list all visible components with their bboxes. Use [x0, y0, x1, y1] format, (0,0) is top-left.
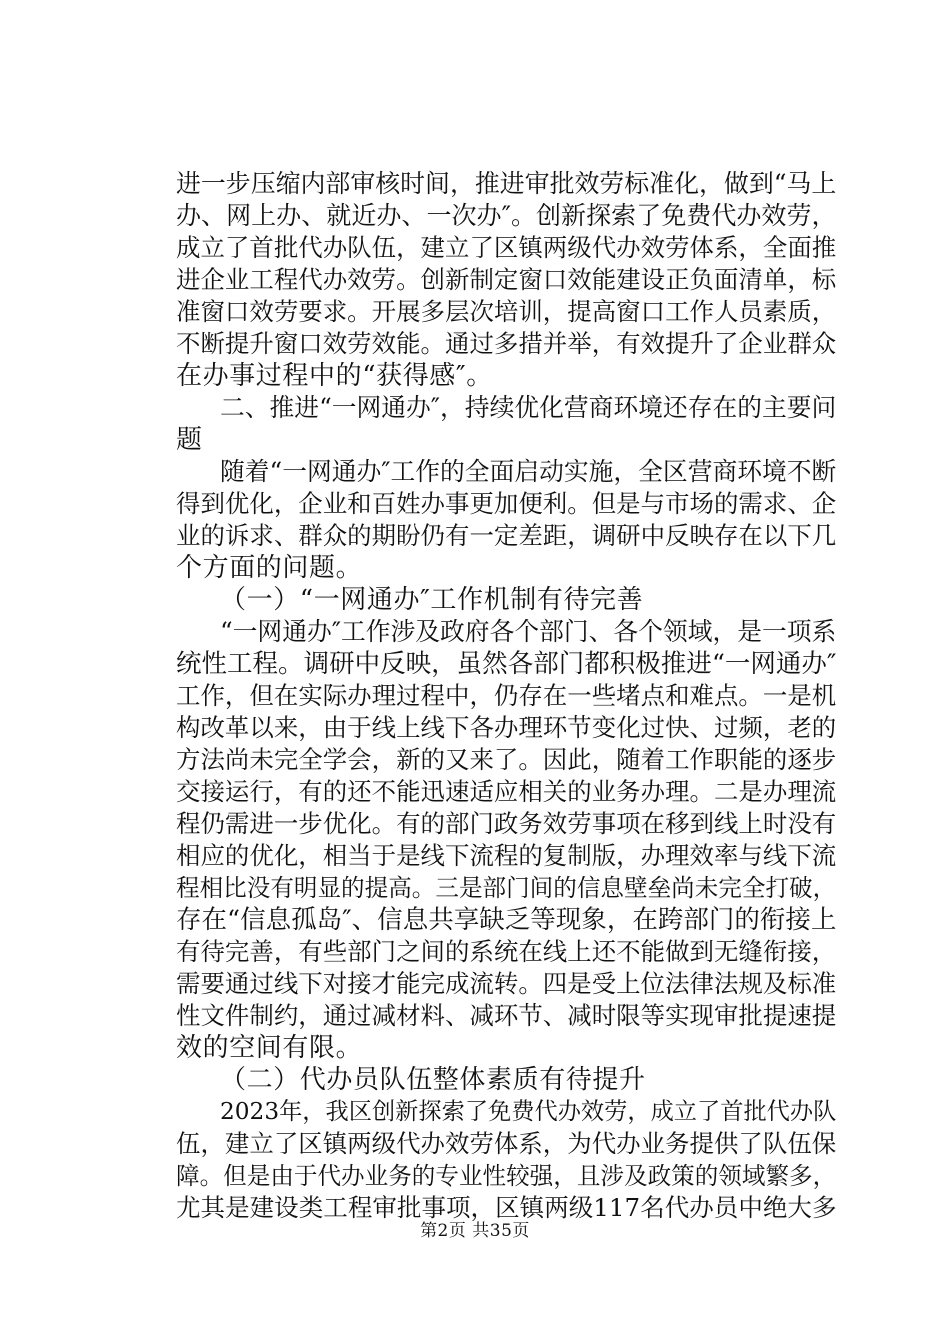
- text-line: “一网通办″工作涉及政府各个部门、各个领域，是一项系: [220, 617, 837, 646]
- text-line: 准窗口效劳要求。开展多层次培训，提高窗口工作人员素质，: [176, 297, 837, 326]
- text-line: 不断提升窗口效劳效能。通过多措并举，有效提升了企业群众: [176, 329, 837, 358]
- subsection-heading: （一）“一网通办″工作机制有待完善: [220, 585, 644, 615]
- text-line: 存在“信息孤岛″、信息共享缺乏等现象，在跨部门的衔接上: [176, 905, 837, 935]
- text-line: 尤其是建设类工程审批事项，区镇两级117名代办员中绝大多: [176, 1193, 837, 1222]
- section-heading-continued: 题: [176, 425, 203, 455]
- text-line: 构改革以来，由于线上线下各办理环节变化过快、过频，老的: [176, 713, 837, 742]
- text-line: 进企业工程代办效劳。创新制定窗口效能建设正负面清单，标: [176, 265, 837, 294]
- text-line: 业的诉求、群众的期盼仍有一定差距，调研中反映存在以下几: [176, 521, 837, 550]
- text-line: 相应的优化，相当于是线下流程的复制版，办理效率与线下流: [176, 841, 837, 870]
- text-line: 工作，但在实际办理过程中，仍存在一些堵点和难点。一是机: [176, 681, 837, 710]
- text-line: 进一步压缩内部审核时间，推进审批效劳标准化，做到“马上: [176, 169, 837, 198]
- text-line: 得到优化，企业和百姓办事更加便利。但是与市场的需求、企: [176, 489, 837, 518]
- body-text: [176, 168, 840, 1224]
- text-line: 在办事过程中的“获得感″。: [176, 361, 493, 391]
- text-line: 障。但是由于代办业务的专业性较强，且涉及政策的领域繁多，: [176, 1162, 837, 1190]
- text-line: 效的空间有限。: [176, 1033, 363, 1063]
- text-line: 程仍需进一步优化。有的部门政务效劳事项在移到线上时没有: [176, 809, 837, 838]
- text-line: 方法尚未完全学会，新的又来了。因此，随着工作职能的逐步: [176, 745, 837, 774]
- text-line: 成立了首批代办队伍，建立了区镇两级代办效劳体系，全面推: [176, 233, 837, 262]
- text-line: 办、网上办、就近办、一次办″。创新探索了免费代办效劳，: [176, 201, 837, 230]
- text-line: 随着“一网通办″工作的全面启动实施，全区营商环境不断: [220, 457, 837, 486]
- text-line: 程相比没有明显的提高。三是部门间的信息壁垒尚未完全打破，: [176, 874, 837, 902]
- text-line: 有待完善，有些部门之间的系统在线上还不能做到无缝衔接，: [176, 937, 837, 966]
- text-line: 统性工程。调研中反映，虽然各部门都积极推进“一网通办″: [176, 649, 837, 679]
- text-line: 交接运行，有的还不能迅速适应相关的业务办理。二是办理流: [176, 777, 837, 806]
- section-heading: 二、推进“一网通办″，持续优化营商环境还存在的主要问: [220, 393, 837, 422]
- text-line: 个方面的问题。: [176, 553, 363, 583]
- subsection-heading: （二）代办员队伍整体素质有待提升: [220, 1065, 646, 1095]
- text-line: 伍，建立了区镇两级代办效劳体系，为代办业务提供了队伍保: [176, 1129, 837, 1158]
- text-line: 需要通过线下对接才能完成流转。四是受上位法律法规及标准: [176, 969, 837, 998]
- text-line: 2023年，我区创新探索了免费代办效劳，成立了首批代办队: [220, 1098, 837, 1125]
- text-line: 性文件制约，通过减材料、减环节、减时限等实现审批提速提: [176, 1001, 837, 1030]
- page-number-footer: 第2页 共35页: [420, 1221, 530, 1241]
